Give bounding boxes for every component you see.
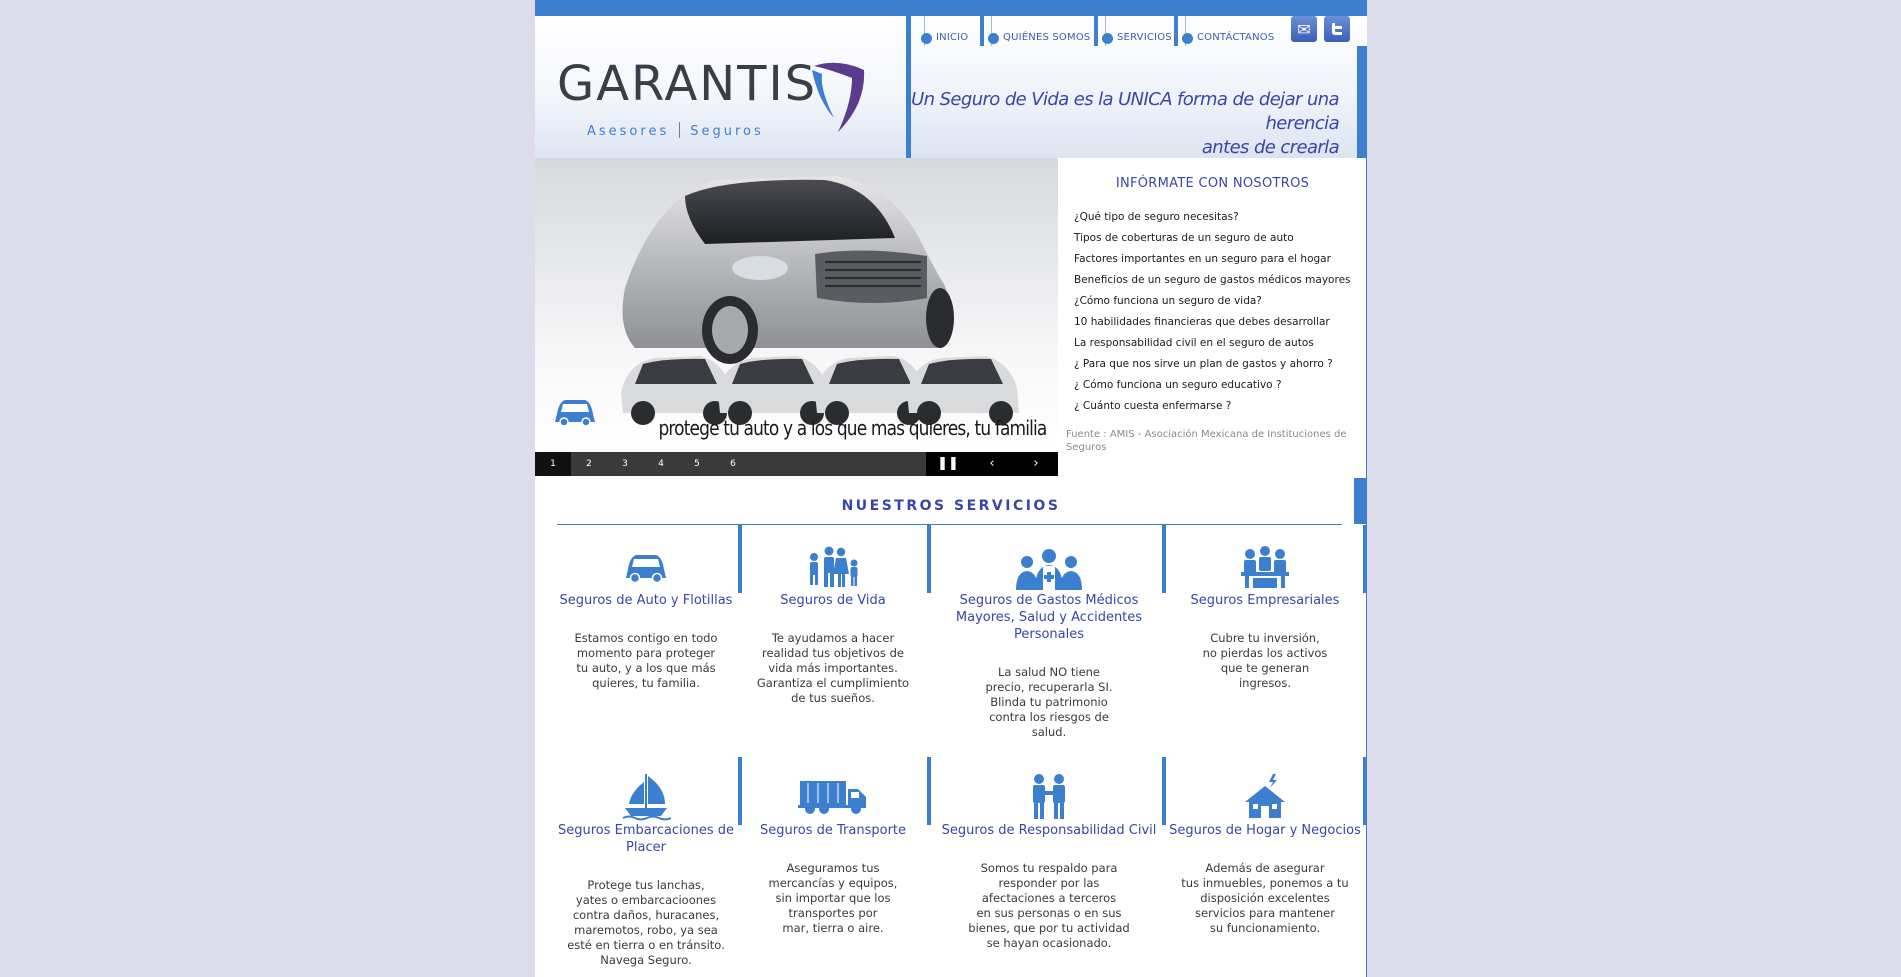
prev-icon[interactable]: ‹ [970, 452, 1014, 476]
service-responsabilidad-civil [931, 772, 1167, 951]
car-icon [553, 394, 597, 428]
slider-page-2[interactable]: 2 [586, 459, 592, 469]
info-link[interactable]: ¿Qué tipo de seguro necesitas? [1074, 211, 1239, 223]
bullet-icon [988, 33, 999, 44]
bullet-icon [1102, 33, 1113, 44]
nav-separator [980, 16, 984, 46]
twitter-icon[interactable] [1324, 16, 1350, 42]
service-transporte [745, 772, 921, 936]
tagline [899, 88, 1339, 160]
bullet-icon [921, 33, 932, 44]
header-right [911, 16, 1367, 158]
tagline-line2: antes de crearla [1201, 137, 1339, 158]
service-auto [557, 542, 735, 691]
pause-icon[interactable]: ❚❚ [926, 452, 970, 476]
info-link-list [1074, 210, 1351, 420]
info-link[interactable]: 10 habilidades financieras que debes desarrollar [1074, 316, 1330, 328]
truck-icon [798, 779, 868, 815]
service-title[interactable]: Seguros de Responsabilidad Civil [941, 823, 1157, 838]
info-link[interactable]: ¿ Cuánto cuesta enfermarse ? [1074, 400, 1232, 412]
brand-name: GARANTIS [557, 56, 818, 112]
brand-sub-left: Asesores [587, 124, 670, 139]
nav-separator [1094, 16, 1098, 46]
shield-logo-icon [808, 60, 870, 138]
car-photo [535, 158, 1058, 450]
column-divider [1363, 757, 1367, 825]
service-empresariales [1167, 542, 1363, 691]
tagline-line1: Un Seguro de Vida es la UNICA forma de dejar una herencia [911, 89, 1339, 134]
column-divider [1363, 525, 1367, 593]
page-container [535, 0, 1367, 977]
nav-label[interactable]: SERVICIOS [1117, 32, 1172, 43]
service-description: Estamos contigo en todo momento para proteger tu auto, y a los que más quieres, tu familia. [574, 631, 718, 690]
brand-divider [679, 122, 680, 138]
brand-subtitle [587, 122, 764, 139]
service-description: Aseguramos tus mercancías y equipos, sin importar que los transportes por mar, tierra o aire. [768, 861, 898, 935]
service-description: Somos tu respaldo para responder por las afectaciones a terceros en sus personas o en sus bienes, que por tu actividad se hayan ocasionado. [968, 861, 1130, 950]
service-embarcaciones [549, 772, 743, 968]
info-link[interactable]: La responsabilidad civil en el seguro de autos [1074, 337, 1314, 349]
services-title: NUESTROS SERVICIOS [841, 498, 1061, 514]
service-title[interactable]: Seguros de Transporte [759, 823, 907, 838]
image-slider [535, 158, 1058, 478]
top-bar [535, 0, 1367, 16]
main-nav [911, 16, 1351, 60]
service-title[interactable]: Seguros de Hogar y Negocios [1169, 823, 1361, 838]
house-icon [1243, 774, 1287, 820]
bullet-icon [1182, 33, 1193, 44]
slider-page-3[interactable]: 3 [622, 459, 628, 469]
slider-page-1[interactable]: 1 [535, 452, 571, 476]
service-title[interactable]: Seguros Embarcaciones de Placer [557, 823, 735, 855]
slide-image[interactable] [535, 158, 1058, 450]
header-edge-bar [1357, 46, 1367, 158]
slider-page-5[interactable]: 5 [694, 459, 700, 469]
info-link[interactable]: ¿Cómo funciona un seguro de vida? [1074, 295, 1262, 307]
info-title: INFÓRMATE CON NOSOTROS [1115, 176, 1310, 191]
service-title[interactable]: Seguros de Vida [780, 593, 886, 608]
column-divider [738, 525, 742, 593]
service-title[interactable]: Seguros de Gastos Médicos Mayores, Salud y Accidentes Personales [955, 593, 1143, 642]
service-vida [745, 542, 921, 706]
info-link[interactable]: ¿ Cómo funciona un seguro educativo ? [1074, 379, 1282, 391]
nav-label[interactable]: INICIO [936, 32, 969, 43]
service-gastos-medicos [931, 542, 1167, 740]
service-description: Cubre tu inversión, no pierdas los activos que te generan ingresos. [1202, 631, 1328, 690]
car-icon [623, 549, 669, 585]
family-icon [801, 545, 865, 589]
slide-caption: protege tu auto y a los que mas quieres, tu familia [658, 416, 1046, 440]
nav-separator [1174, 16, 1178, 46]
service-description: Te ayudamos a hacer realidad tus objetivos de vida más importantes. Garantiza el cumplimiento de tus sueños. [756, 631, 910, 705]
service-title[interactable]: Seguros de Auto y Flotillas [559, 593, 733, 608]
service-description: La salud NO tiene precio, recuperarla SI. Blinda tu patrimonio contra los riesgos de salud. [985, 665, 1113, 739]
service-title[interactable]: Seguros Empresariales [1190, 593, 1340, 608]
nav-label[interactable]: CONTÁCTANOS [1197, 32, 1275, 43]
service-description: Protege tus lanchas, yates o embarcacioones contra daños, huracanes, maremotos, robo, ya sea esté en tierra o en tránsito. Navega Seguro. [567, 878, 725, 967]
service-description: Además de asegurar tus inmuebles, ponemos a tu disposición excelentes servicios para mantener su funcionamiento. [1181, 861, 1349, 935]
info-link[interactable]: Tipos de coberturas de un seguro de auto [1074, 232, 1294, 244]
medical-staff-icon [1013, 544, 1085, 590]
slider-page-4[interactable]: 4 [658, 459, 664, 469]
sailboat-icon [621, 772, 671, 822]
mail-icon[interactable]: ✉ [1291, 16, 1317, 42]
logo-area[interactable] [535, 16, 907, 158]
info-link[interactable]: Beneficios de un seguro de gastos médicos mayores [1074, 274, 1351, 286]
handshake-icon [1029, 773, 1069, 821]
slider-pager [535, 452, 1058, 476]
slider-page-6[interactable]: 6 [730, 459, 736, 469]
info-link[interactable]: ¿ Para que nos sirve un plan de gastos y ahorro ? [1074, 358, 1333, 370]
business-meeting-icon [1239, 544, 1291, 590]
next-icon[interactable]: › [1014, 452, 1058, 476]
info-panel [1058, 158, 1367, 478]
info-source: Fuente : AMIS - Asociación Mexicana de Instituciones de Seguros [1066, 429, 1347, 453]
nav-label[interactable]: QUIÉNES SOMOS [1003, 32, 1091, 43]
service-hogar-negocios [1167, 772, 1363, 936]
info-link[interactable]: Factores importantes en un seguro para el hogar [1074, 253, 1331, 265]
brand-sub-right: Seguros [690, 124, 764, 139]
services-divider [557, 524, 1342, 525]
